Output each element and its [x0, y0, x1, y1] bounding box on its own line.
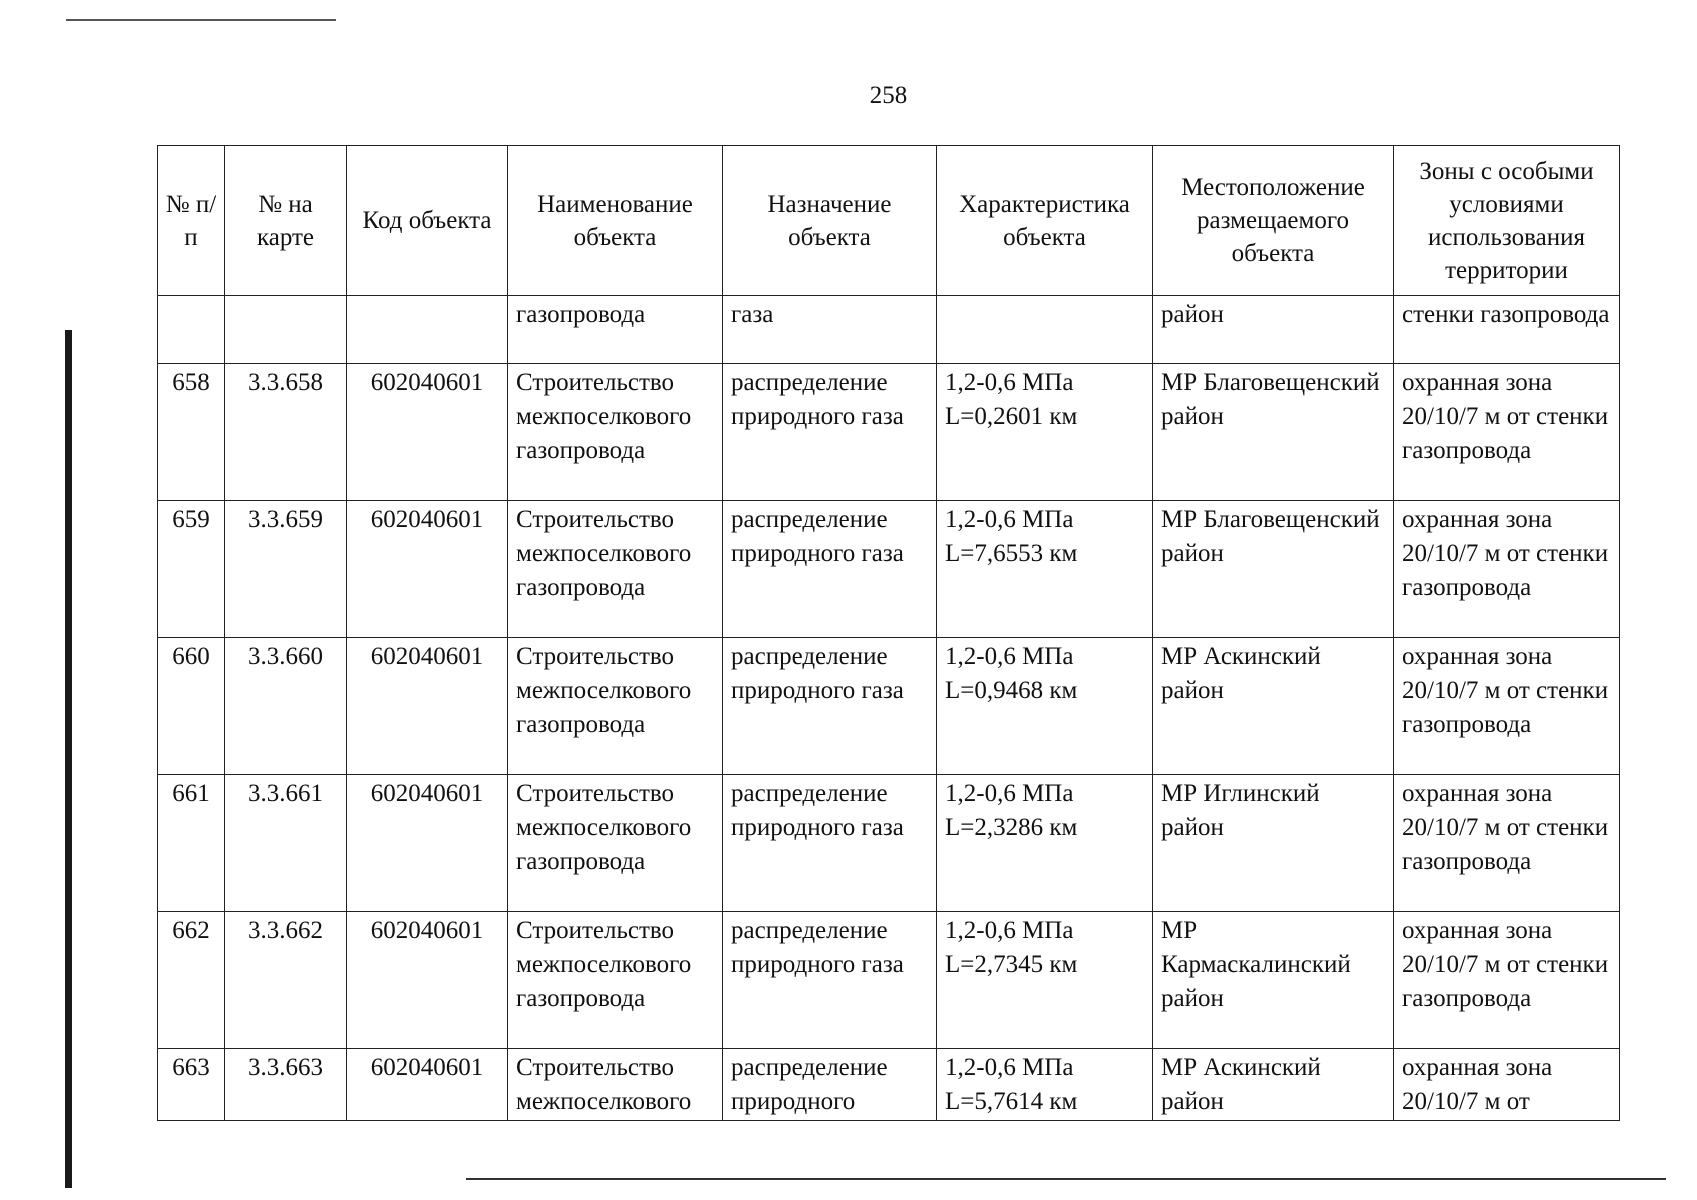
table-cell	[225, 296, 347, 364]
table-cell: газа	[723, 296, 937, 364]
header-cell: Код объекта	[347, 146, 508, 296]
table-cell: 3.3.662	[225, 912, 347, 1049]
table-cell: охранная зона 20/10/7 м от стенки газопровода	[1394, 912, 1620, 1049]
table-cell: 602040601	[347, 638, 508, 775]
table-cell: 1,2-0,6 МПа L=0,2601 км	[937, 364, 1153, 501]
table-cell: охранная зона 20/10/7 м от стенки газопровода	[1394, 501, 1620, 638]
table-cell: МР Кармаскалинский район	[1153, 912, 1394, 1049]
table-cell	[937, 296, 1153, 364]
header-cell: № п/п	[158, 146, 225, 296]
table-cell: 1,2-0,6 МПа L=2,7345 км	[937, 912, 1153, 1049]
header-cell: Местоположение размещаемого объекта	[1153, 146, 1394, 296]
table-cell: 602040601	[347, 775, 508, 912]
table-cell: 661	[158, 775, 225, 912]
table-cell: 658	[158, 364, 225, 501]
table-cell: охранная зона 20/10/7 м от стенки газопровода	[1394, 775, 1620, 912]
table-cell: 602040601	[347, 1049, 508, 1121]
table-cell: распределение природного газа	[723, 912, 937, 1049]
table-cell: охранная зона 20/10/7 м от	[1394, 1049, 1620, 1121]
objects-table	[157, 145, 1620, 1121]
table-cell: 3.3.660	[225, 638, 347, 775]
table-cell: 602040601	[347, 912, 508, 1049]
table-cell: охранная зона 20/10/7 м от стенки газопровода	[1394, 364, 1620, 501]
table-cell: Строительство межпоселкового газопровода	[508, 638, 723, 775]
table-cell: МР Иглинский район	[1153, 775, 1394, 912]
table-cell: распределение природного газа	[723, 638, 937, 775]
header-cell: Наименование объекта	[508, 146, 723, 296]
table-cell	[347, 296, 508, 364]
table-cell: МР Аскинский район	[1153, 638, 1394, 775]
table-row	[158, 364, 1620, 501]
table-cell: Строительство межпоселкового газопровода	[508, 912, 723, 1049]
table-cell: район	[1153, 296, 1394, 364]
table-cell: 660	[158, 638, 225, 775]
table-cell: распределение природного газа	[723, 775, 937, 912]
table-cell: Строительство межпоселкового газопровода	[508, 775, 723, 912]
table-row	[158, 775, 1620, 912]
table-cell: 3.3.658	[225, 364, 347, 501]
table-cell: 602040601	[347, 364, 508, 501]
header-cell: Назначение объекта	[723, 146, 937, 296]
scan-artifact-top-line	[66, 19, 336, 21]
table-cell: 3.3.661	[225, 775, 347, 912]
scan-artifact-bottom-line	[466, 1178, 1666, 1180]
table-cell	[158, 296, 225, 364]
header-cell: Характеристика объекта	[937, 146, 1153, 296]
table-cell: Строительство межпоселкового газопровода	[508, 501, 723, 638]
page-number: 258	[869, 82, 908, 109]
table-cell: распределение природного газа	[723, 501, 937, 638]
table-cell: 659	[158, 501, 225, 638]
table-cell: 1,2-0,6 МПа L=0,9468 км	[937, 638, 1153, 775]
table-row	[158, 501, 1620, 638]
table-row-continuation	[158, 296, 1620, 364]
table-row	[158, 912, 1620, 1049]
table-cell: распределение природного	[723, 1049, 937, 1121]
table-cell: распределение природного газа	[723, 364, 937, 501]
table-cell: Строительство межпоселкового газопровода	[508, 364, 723, 501]
scan-artifact-left-bar	[65, 330, 72, 1188]
header-cell: № на карте	[225, 146, 347, 296]
table-header-row	[158, 146, 1620, 296]
table-cell: Строительство межпоселкового	[508, 1049, 723, 1121]
table-cell: 3.3.659	[225, 501, 347, 638]
table-cell: МР Благовещенский район	[1153, 501, 1394, 638]
table-cell: 602040601	[347, 501, 508, 638]
table-cell: МР Благовещенский район	[1153, 364, 1394, 501]
table-cell: 3.3.663	[225, 1049, 347, 1121]
table-cell: стенки газопровода	[1394, 296, 1620, 364]
table-cell: 662	[158, 912, 225, 1049]
header-cell: Зоны с особыми условиями использования территории	[1394, 146, 1620, 296]
table-cell: газопровода	[508, 296, 723, 364]
table-cell: 663	[158, 1049, 225, 1121]
table-cell: МР Аскинский район	[1153, 1049, 1394, 1121]
table-cell: 1,2-0,6 МПа L=5,7614 км	[937, 1049, 1153, 1121]
table-row	[158, 1049, 1620, 1121]
table-cell: 1,2-0,6 МПа L=7,6553 км	[937, 501, 1153, 638]
table-row	[158, 638, 1620, 775]
table-cell: 1,2-0,6 МПа L=2,3286 км	[937, 775, 1153, 912]
table-cell: охранная зона 20/10/7 м от стенки газопровода	[1394, 638, 1620, 775]
